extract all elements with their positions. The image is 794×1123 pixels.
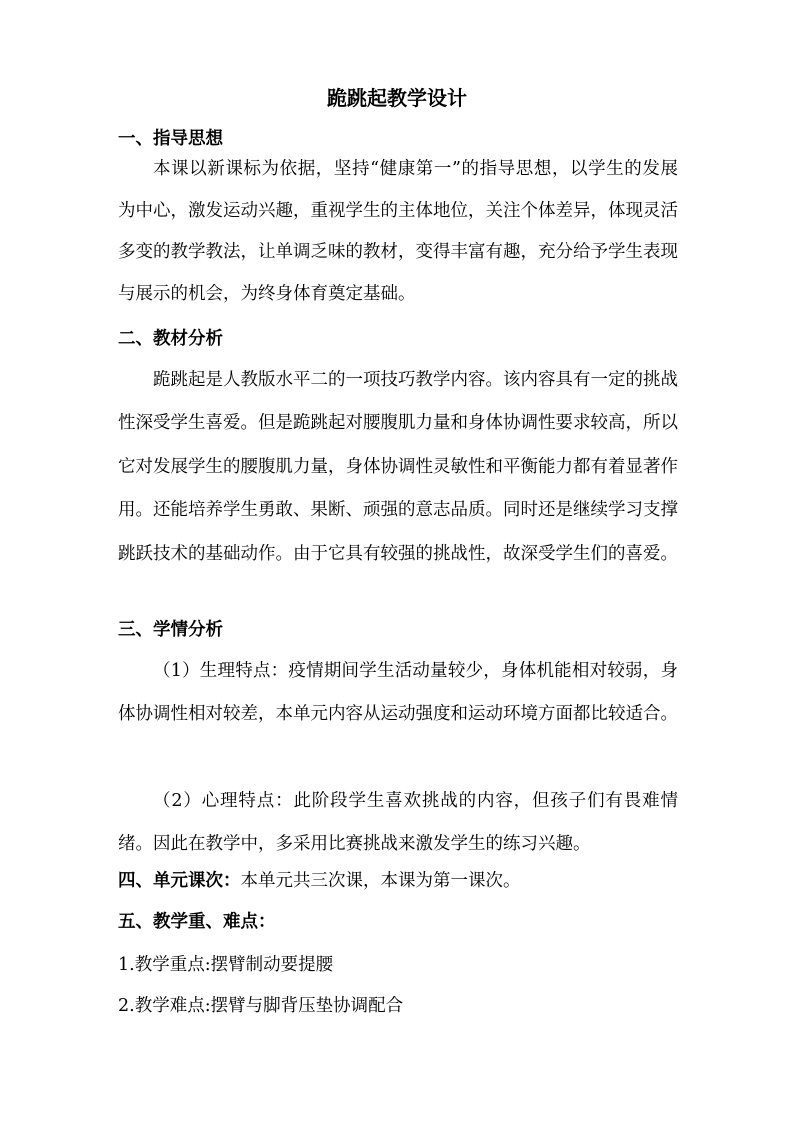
section-body-material: 跪跳起是人教版水平二的一项技巧教学内容。该内容具有一定的挑战性深受学生喜爱。但是跪跳起对腰腹肌力量和身体协调性要求较高，所以它对发展学生的腰腹肌力量，身体协调性灵敏性和平衡能力都有着显著作用。还能培养学生勇敢、果断、顽强的意志品质。同时还是继续学习支撑跳跃技术的基础动作。由于它具有较强的挑战性，故深受学生们的喜爱。 bbox=[118, 370, 678, 564]
unit-lessons-label: 四、单元课次： bbox=[118, 871, 241, 891]
learners-item-physical: （1）生理特点：疫情期间学生活动量较少，身体机能相对较弱，身体协调性相对较差，本单元内容从运动强度和运动环境方面都比较适合。 bbox=[118, 661, 678, 725]
document-title: 跪跳起教学设计 bbox=[327, 86, 467, 110]
section-heading-material: 二、教材分析 bbox=[118, 329, 223, 349]
key-point-item: 1.教学重点:摆臂制动要提腰 bbox=[118, 955, 334, 975]
section-heading-learners: 三、学情分析 bbox=[118, 620, 223, 640]
unit-lessons-text: 本单元共三次课，本课为第一课次。 bbox=[240, 871, 521, 891]
section-body-guiding: 本课以新课标为依据，坚持“健康第一”的指导思想，以学生的发展为中心，激发运动兴趣，重视学生的主体地位，关注个体差异，体现灵活多变的教学教法，让单调乏味的教材，变得丰富有趣，充分给予学生表现与展示的机会，为终身体育奠定基础。 bbox=[118, 159, 678, 304]
difficult-point-item: 2.教学难点:摆臂与脚背压垫协调配合 bbox=[118, 996, 404, 1016]
section-heading-key-points: 五、教学重、难点： bbox=[118, 912, 276, 932]
unit-lessons-line bbox=[118, 868, 521, 894]
learners-item-psychological: （2）心理特点：此阶段学生喜欢挑战的内容，但孩子们有畏难情绪。因此在教学中，多采用比赛挑战来激发学生的练习兴趣。 bbox=[118, 791, 678, 855]
section-heading-guiding: 一、指导思想 bbox=[118, 129, 223, 149]
